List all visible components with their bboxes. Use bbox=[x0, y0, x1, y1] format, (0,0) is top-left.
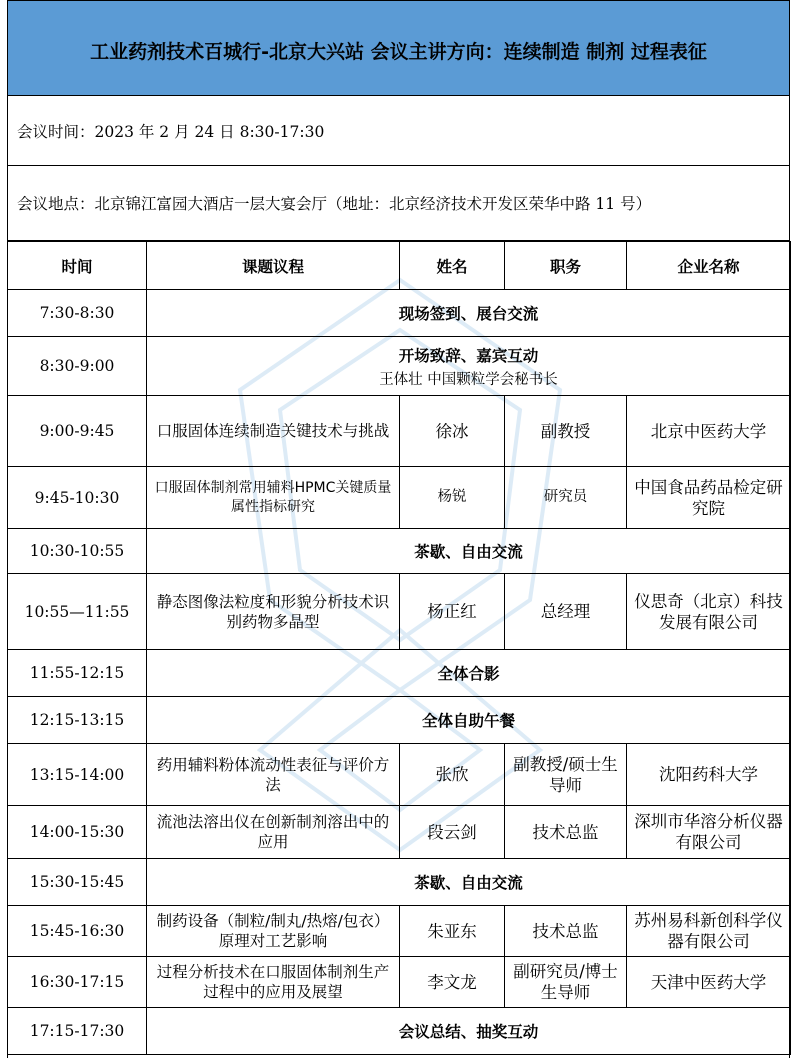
row-time: 9:45-10:30 bbox=[8, 467, 147, 529]
row-topic: 流池法溶出仪在创新制剂溶出中的应用 bbox=[147, 806, 400, 859]
table-row bbox=[8, 650, 791, 697]
row-topic: 制药设备（制粒/制丸/热熔/包衣）原理对工艺影响 bbox=[147, 906, 400, 957]
row-time: 8:30-9:00 bbox=[8, 337, 147, 396]
row-event: 会议总结、抽奖互动 bbox=[147, 1008, 791, 1055]
table-row bbox=[8, 290, 791, 337]
table-row bbox=[8, 467, 791, 529]
table-row bbox=[8, 337, 791, 396]
row-event: 全体合影 bbox=[147, 650, 791, 697]
row-speaker-name: 段云剑 bbox=[400, 806, 505, 859]
row-time: 15:30-15:45 bbox=[8, 859, 147, 906]
row-time: 13:15-14:00 bbox=[8, 744, 147, 806]
row-company: 深圳市华溶分析仪器有限公司 bbox=[627, 806, 791, 859]
row-company: 天津中医药大学 bbox=[627, 957, 791, 1008]
row-time: 16:30-17:15 bbox=[8, 957, 147, 1008]
row-topic: 口服固体连续制造关键技术与挑战 bbox=[147, 396, 400, 467]
table-header-row bbox=[8, 242, 791, 290]
row-time: 10:30-10:55 bbox=[8, 529, 147, 574]
row-time: 15:45-16:30 bbox=[8, 906, 147, 957]
row-time: 17:15-17:30 bbox=[8, 1008, 147, 1055]
row-role: 总经理 bbox=[505, 574, 627, 650]
table-row bbox=[8, 957, 791, 1008]
row-speaker-name: 张欣 bbox=[400, 744, 505, 806]
row-role: 副教授/硕士生导师 bbox=[505, 744, 627, 806]
row-time: 12:15-13:15 bbox=[8, 697, 147, 744]
row-time: 14:00-15:30 bbox=[8, 806, 147, 859]
row-role: 技术总监 bbox=[505, 906, 627, 957]
row-event bbox=[147, 337, 791, 396]
row-topic: 药用辅料粉体流动性表征与评价方法 bbox=[147, 744, 400, 806]
row-topic: 静态图像法粒度和形貌分析技术识别药物多晶型 bbox=[147, 574, 400, 650]
row-speaker-name: 李文龙 bbox=[400, 957, 505, 1008]
column-header-time: 时间 bbox=[8, 242, 147, 290]
meeting-venue: 会议地点：北京锦江富园大酒店一层大宴会厅（地址：北京经济技术开发区荣华中路 11 号） bbox=[7, 166, 790, 241]
row-event: 茶歇、自由交流 bbox=[147, 529, 791, 574]
row-company: 苏州易科新创科学仪器有限公司 bbox=[627, 906, 791, 957]
row-speaker-name: 杨正红 bbox=[400, 574, 505, 650]
row-topic: 过程分析技术在口服固体制剂生产过程中的应用及展望 bbox=[147, 957, 400, 1008]
table-row bbox=[8, 697, 791, 744]
table-row bbox=[8, 806, 791, 859]
row-company: 沈阳药科大学 bbox=[627, 744, 791, 806]
row-company: 北京中医药大学 bbox=[627, 396, 791, 467]
meeting-time: 会议时间：2023 年 2 月 24 日 8:30-17:30 bbox=[7, 96, 790, 166]
column-header-name: 姓名 bbox=[400, 242, 505, 290]
row-time: 10:55—11:55 bbox=[8, 574, 147, 650]
table-row bbox=[8, 1008, 791, 1055]
row-time: 7:30-8:30 bbox=[8, 290, 147, 337]
table-row bbox=[8, 574, 791, 650]
row-role: 技术总监 bbox=[505, 806, 627, 859]
column-header-company: 企业名称 bbox=[627, 242, 791, 290]
row-company: 中国食品药品检定研究院 bbox=[627, 467, 791, 529]
row-event: 现场签到、展台交流 bbox=[147, 290, 791, 337]
column-header-topic: 课题议程 bbox=[147, 242, 400, 290]
row-role: 副研究员/博士生导师 bbox=[505, 957, 627, 1008]
table-row bbox=[8, 906, 791, 957]
event-title: 开场致辞、嘉宾互动 bbox=[398, 346, 539, 365]
table-row bbox=[8, 859, 791, 906]
column-header-role: 职务 bbox=[505, 242, 627, 290]
row-time: 11:55-12:15 bbox=[8, 650, 147, 697]
row-event: 全体自助午餐 bbox=[147, 697, 791, 744]
table-row bbox=[8, 396, 791, 467]
agenda-table bbox=[7, 241, 791, 1055]
row-role: 副教授 bbox=[505, 396, 627, 467]
event-speaker: 王体壮 中国颗粒学会秘书长 bbox=[379, 371, 558, 388]
row-company: 仪思奇（北京）科技发展有限公司 bbox=[627, 574, 791, 650]
page-title: 工业药剂技术百城行-北京大兴站 会议主讲方向：连续制造 制剂 过程表征 bbox=[90, 40, 707, 63]
row-time: 9:00-9:45 bbox=[8, 396, 147, 467]
table-row bbox=[8, 744, 791, 806]
row-event: 茶歇、自由交流 bbox=[147, 859, 791, 906]
row-speaker-name: 朱亚东 bbox=[400, 906, 505, 957]
row-role: 研究员 bbox=[505, 467, 627, 529]
title-banner bbox=[7, 0, 790, 96]
table-row bbox=[8, 529, 791, 574]
row-speaker-name: 徐冰 bbox=[400, 396, 505, 467]
row-speaker-name: 杨锐 bbox=[400, 467, 505, 529]
row-topic: 口服固体制剂常用辅料HPMC关键质量属性指标研究 bbox=[147, 467, 400, 529]
